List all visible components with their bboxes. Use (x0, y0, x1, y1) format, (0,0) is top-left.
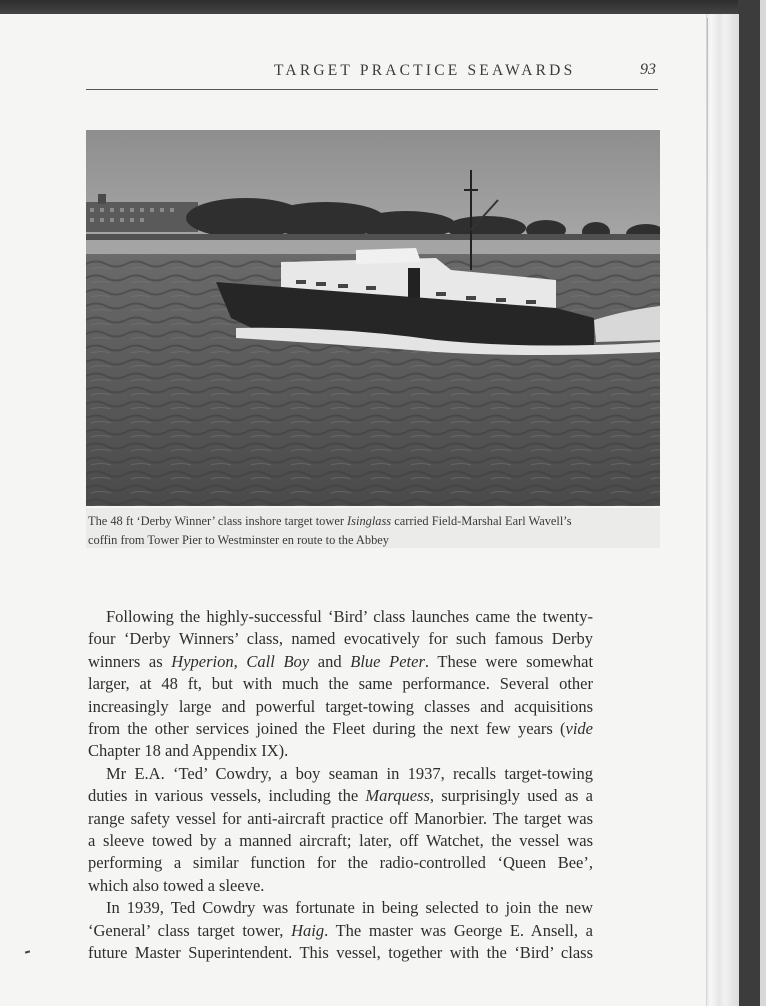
paragraph-3: In 1939, Ted Cowdry was fortunate in being selected to join the new ‘General’ class target tower, Haig. The master was George E. Ansell, a future Master Superintendent. This vessel, together with the ‘Bird’ class (88, 898, 593, 963)
vessel-name: Isinglass (347, 514, 392, 528)
boat-photograph-illustration (86, 130, 660, 506)
book-cover-top-edge (0, 0, 766, 14)
figure-caption: The 48 ft ‘Derby Winner’ class inshore target tower Isinglass carried Field-Marshal Earl Wavell’s coffin from Tower Pier to Westminster en route to the Abbey (88, 514, 572, 547)
running-head-title: TARGET PRACTICE SEAWARDS (274, 62, 576, 79)
boat-photograph (86, 130, 660, 506)
book-outer-edge (760, 0, 766, 1006)
page-fold-shadow (707, 18, 708, 998)
far-shore (86, 234, 660, 240)
book-cover-spine-edge (738, 0, 760, 1006)
body-text (88, 606, 593, 965)
running-head (86, 60, 658, 84)
page-number: 93 (640, 61, 656, 78)
page-stack-edges (706, 14, 739, 1006)
paragraph-2: Mr E.A. ‘Ted’ Cowdry, a boy seaman in 1937, recalls target-towing duties in various vessels, including the Marquess, surprisingly used as a range safety vessel for anti-aircraft practice off Manorbier. The target was a sleeve towed by a manned aircraft; later, off Watchet, the vessel was performing a similar function for the radio-controlled ‘Queen Bee’, which also towed a sleeve. (88, 763, 593, 895)
header-rule (86, 89, 658, 90)
paragraph-1: Following the highly-successful ‘Bird’ class launches came the twenty- four ‘Derby Winners’ class, named evocatively for such famous Derby winners as Hyperion, Call Boy and Blue Peter. These were somewhat larger, at 48 ft, but with much the same performance. Several other increasingly large and powerful target-towing classes and acquisitions from the other services joined the Fleet during the next few years (vide Chapter 18 and Appendix IX). (88, 607, 594, 761)
